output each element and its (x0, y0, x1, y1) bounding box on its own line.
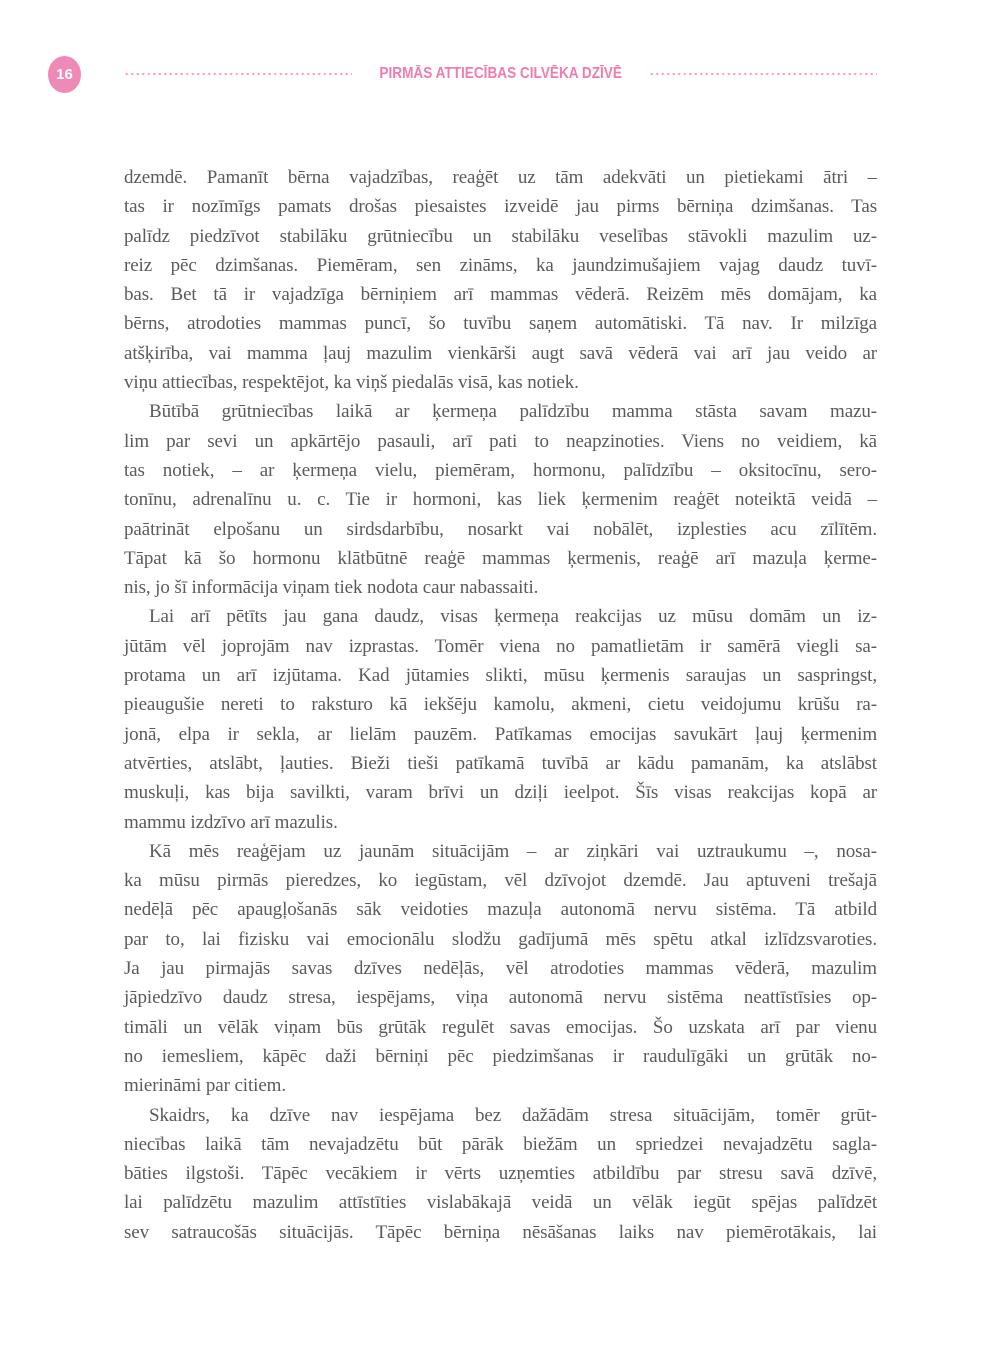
text-line: Skaidrs, ka dzīve nav iespējama bez dažādām stresa situācijām, tomēr grūt- (149, 1104, 877, 1126)
text-line: protama un arī izjūtama. Kad jūtamies slikti, mūsu ķermenis saraujas un saspringst, (124, 665, 877, 687)
text-line: mammu izdzīvo arī mazulis. (124, 811, 338, 833)
text-line: jūtām vēl joprojām nav izprastas. Tomēr viena no pamatlietām ir samērā viegli sa- (124, 635, 877, 657)
text-line: paātrināt elpošanu un sirdsdarbību, nosarkt vai nobālēt, izplesties acu zīlītēm. (124, 518, 877, 540)
text-line: par to, lai fizisku vai emocionālu slodžu gadījumā mēs spētu atkal izlīdzsvaroties. (124, 928, 877, 950)
text-line: Tāpat kā šo hormonu klātbūtnē reaģē mammas ķermenis, reaģē arī mazuļa ķerme- (124, 547, 877, 569)
text-line: nis, jo šī informācija viņam tiek nodota caur nabassaiti. (124, 577, 539, 599)
text-line: reiz pēc dzimšanas. Piemēram, sen zināms, ka jaundzimušajiem vajag daudz tuvī- (124, 254, 877, 276)
text-line: palīdz piedzīvot stabilāku grūtniecību un stabilāku veselības stāvokli mazulim uz- (124, 225, 877, 247)
text-line: tonīnu, adrenalīnu u. c. Tie ir hormoni, kas liek ķermenim reaģēt noteiktā veidā – (124, 489, 877, 511)
text-line: tas notiek, – ar ķermeņa vielu, piemēram, hormonu, palīdzību – oksitocīnu, sero- (124, 459, 877, 481)
text-line: bērns, atrodoties mammas puncī, šo tuvību saņem automātiski. Tā nav. Ir milzīga (124, 313, 877, 335)
page-number: 16 (56, 66, 73, 83)
text-line: Ja jau pirmajās savas dzīves nedēļās, vēl atrodoties mammas vēderā, mazulim (124, 958, 877, 980)
text-line: pieaugušie nereti to raksturo kā iekšēju kamolu, akmeni, cietu veidojumu krūšu ra- (124, 694, 877, 716)
text-line: atšķirība, vai mamma ļauj mazulim vienkārši augt savā vēderā vai arī jau veido ar (124, 342, 877, 364)
text-line: timāli un vēlāk viņam būs grūtāk regulēt savas emocijas. Šo uzskata arī par vienu (124, 1016, 877, 1038)
paragraph (124, 163, 877, 397)
text-line: bas. Bet tā ir vajadzīga bērniņiem arī mammas vēderā. Reizēm mēs domājam, ka (124, 284, 877, 306)
paragraph (124, 837, 877, 1101)
text-line: mierināmi par citiem. (124, 1075, 286, 1097)
text-line: niecības laikā tām nevajadzētu būt pārāk biežām un spriedzei nevajadzētu sagla- (124, 1133, 877, 1155)
text-line: sev satraucošās situācijās. Tāpēc bērniņa nēsāšanas laiks nav piemērotākais, lai (124, 1221, 877, 1243)
paragraph (124, 1101, 877, 1247)
text-line: ka mūsu pirmās pieredzes, ko iegūstam, vēl dzīvojot dzemdē. Jau aptuveni trešajā (124, 870, 877, 892)
text-line: jonā, elpa ir sekla, ar lielām pauzēm. Patīkamas emocijas savukārt ļauj ķermenim (124, 723, 877, 745)
paragraph (124, 602, 877, 836)
text-line: muskuļi, kas bija savilkti, varam brīvi un dziļi ieelpot. Šīs visas reakcijas kopā ar (124, 782, 877, 804)
text-line: no iemesliem, kāpēc daži bērniņi pēc piedzimšanas ir raudulīgāki un grūtāk no- (124, 1045, 877, 1067)
text-line: dzemdē. Pamanīt bērna vajadzības, reaģēt uz tām adekvāti un pietiekami ātri – (124, 167, 877, 188)
page-body (124, 163, 877, 1247)
chapter-title: PIRMĀS ATTIECĪBAS CILVĒKA DZĪVĒ (379, 65, 622, 82)
text-line: bāties ilgstoši. Tāpēc vecākiem ir vērts uzņemties atbildību par stresu savā dzīvē, (124, 1163, 877, 1185)
dotted-separator-right (649, 72, 877, 76)
text-line: tas ir nozīmīgs pamats drošas piesaistes izveidē jau pirms bērniņa dzimšanas. Tas (124, 196, 877, 218)
text-line: Būtībā grūtniecības laikā ar ķermeņa palīdzību mamma stāsta savam mazu- (149, 401, 877, 423)
chapter-header (124, 62, 877, 86)
text-line: lai palīdzētu mazulim attīstīties vislabākajā veidā un vēlāk iegūt spējas palīdzēt (124, 1192, 877, 1214)
dotted-separator-left (124, 72, 352, 76)
text-line: jāpiedzīvo daudz stresa, iespējams, viņa autonomā nervu sistēma neattīstīsies op- (124, 987, 877, 1009)
page-number-badge (48, 56, 81, 93)
text-line: nedēļā pēc apaugļošanās sāk veidoties mazuļa autonomā nervu sistēma. Tā atbild (124, 899, 877, 921)
paragraph (124, 397, 877, 602)
text-line: atvērties, atslābt, ļauties. Bieži tieši patīkamā tuvībā ar kādu pamanām, ka atslābst (124, 752, 877, 774)
text-line: lim par sevi un apkārtējo pasauli, arī pati to neapzinoties. Viens no veidiem, kā (124, 430, 877, 452)
text-line: Lai arī pētīts jau gana daudz, visas ķermeņa reakcijas uz mūsu domām un iz- (149, 606, 877, 628)
text-line: viņu attiecības, respektējot, ka viņš piedalās visā, kas notiek. (124, 372, 579, 394)
text-line: Kā mēs reaģējam uz jaunām situācijām – ar ziņkāri vai uztraukumu –, nosa- (149, 840, 877, 862)
